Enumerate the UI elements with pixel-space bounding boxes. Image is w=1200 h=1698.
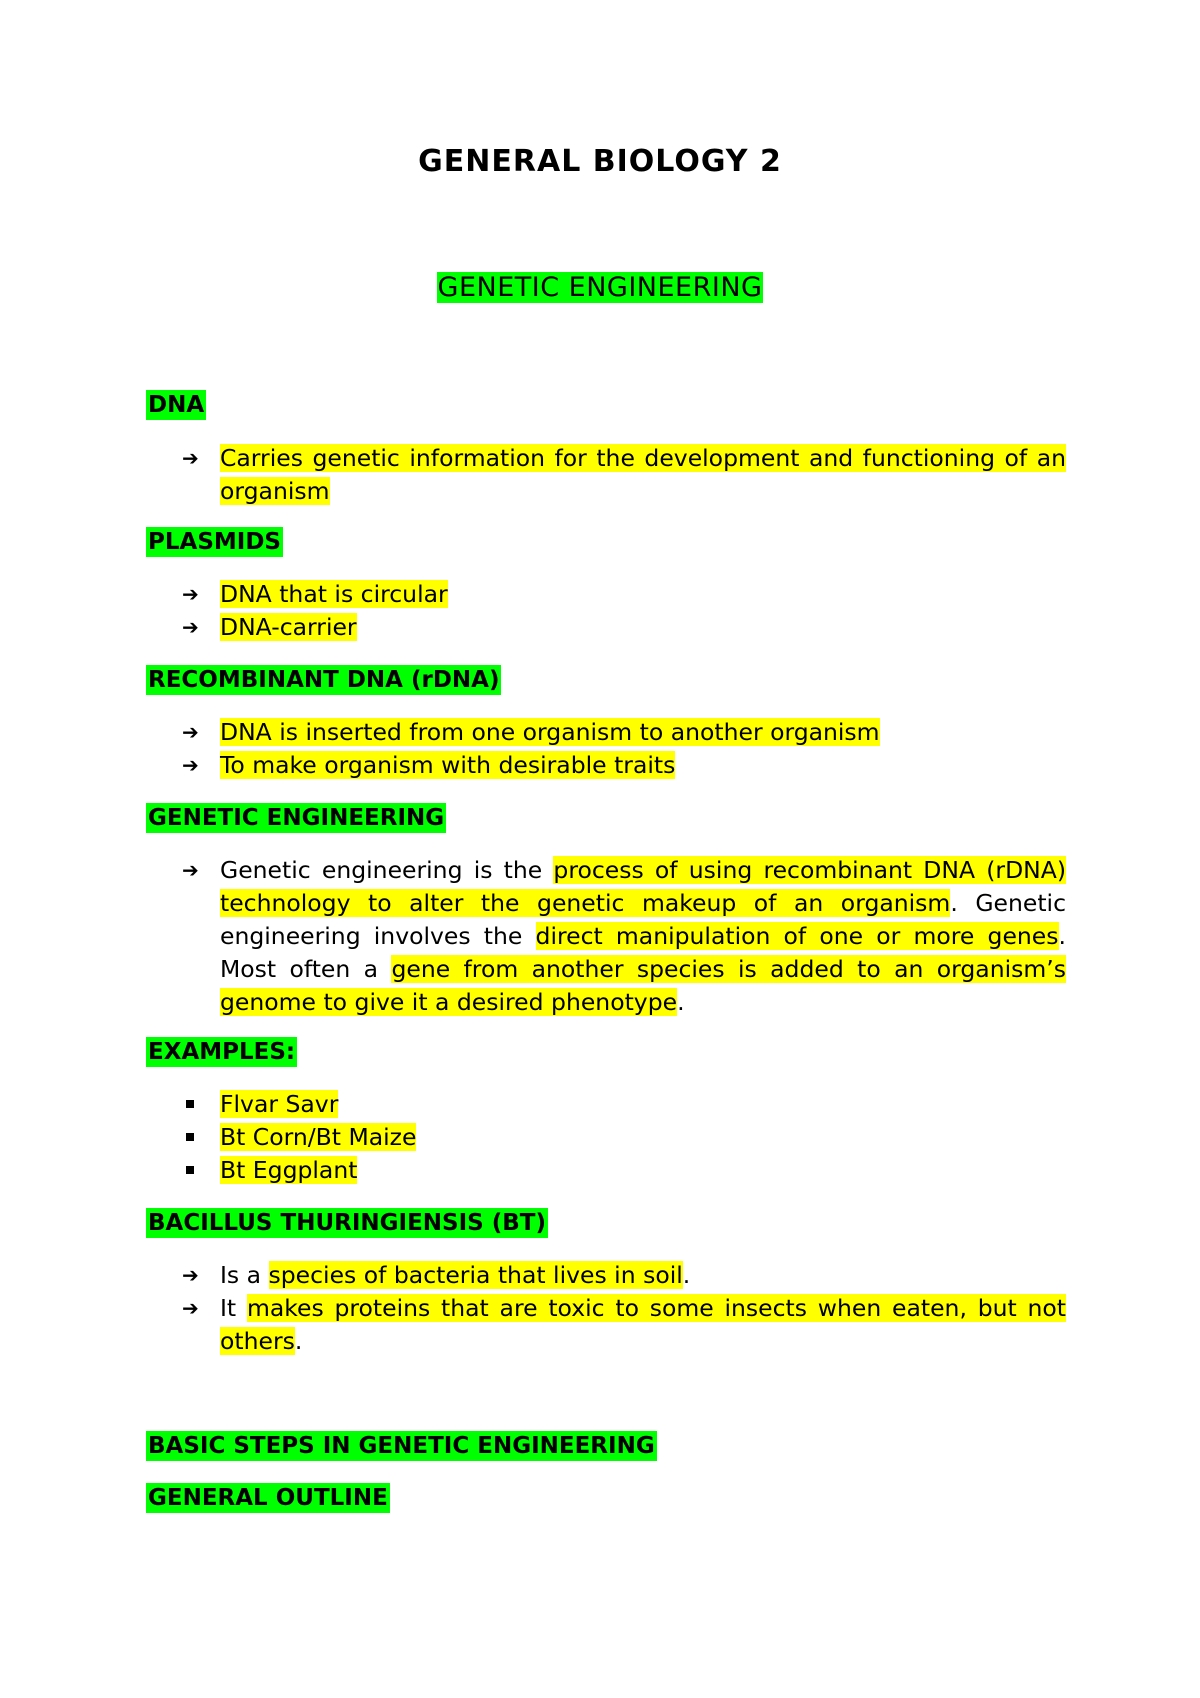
item-text: DNA-carrier — [220, 613, 357, 641]
arrow-icon: ➔ — [182, 1263, 199, 1287]
heading-steps-text: BASIC STEPS IN GENETIC ENGINEERING — [148, 1433, 655, 1459]
document-subtitle: GENETIC ENGINEERING — [437, 272, 763, 303]
list-item — [146, 749, 1066, 782]
item-text: DNA that is circular — [220, 580, 448, 608]
arrow-icon: ➔ — [182, 582, 199, 606]
heading-dna-text: DNA — [148, 392, 205, 418]
subtitle-wrap — [0, 272, 1200, 303]
list-plasmids — [146, 578, 1066, 644]
para-text: Genetic engineering is the — [220, 856, 554, 884]
heading-examples — [146, 1037, 297, 1067]
list-item — [146, 1292, 1066, 1358]
para-text: It — [220, 1294, 247, 1322]
arrow-icon: ➔ — [182, 858, 199, 882]
para-text: . Most often a — [220, 922, 1066, 983]
heading-general-outline — [146, 1483, 390, 1513]
arrow-icon: ➔ — [182, 720, 199, 744]
heading-plasmids — [146, 527, 283, 557]
list-item — [146, 1088, 1066, 1121]
item-text: Bt Eggplant — [220, 1156, 358, 1184]
item-text: Carries genetic information for the development and functioning of an organism — [220, 444, 1066, 505]
arrow-icon: ➔ — [182, 446, 199, 470]
para-text: . — [682, 1261, 691, 1289]
arrow-icon: ➔ — [182, 615, 199, 639]
item-text: Bt Corn/Bt Maize — [220, 1123, 417, 1151]
list-genetic-engineering — [146, 854, 1066, 1019]
heading-plasmids-text: PLASMIDS — [148, 529, 281, 555]
arrow-icon: ➔ — [182, 1296, 199, 1320]
list-item — [146, 442, 1066, 508]
arrow-icon: ➔ — [182, 753, 199, 777]
para-highlight: makes proteins that are toxic to some insects when eaten, but not others — [220, 1294, 1066, 1355]
para-text: . Genetic engineering involves the — [220, 889, 1067, 950]
square-bullet-icon — [186, 1100, 194, 1108]
list-dna — [146, 442, 1066, 508]
document-title: GENERAL BIOLOGY 2 — [418, 144, 782, 179]
list-bt — [146, 1259, 1066, 1358]
para-highlight: direct manipulation of one or more genes — [535, 922, 1059, 950]
list-item — [146, 716, 1066, 749]
heading-dna — [146, 390, 206, 420]
list-examples — [146, 1088, 1066, 1187]
heading-bt-text: BACILLUS THURINGIENSIS (BT) — [148, 1210, 546, 1236]
list-item — [146, 578, 1066, 611]
square-bullet-icon — [186, 1166, 194, 1174]
list-item — [146, 1154, 1066, 1187]
heading-rdna-text: RECOMBINANT DNA (rDNA) — [148, 667, 500, 693]
list-item — [146, 1259, 1066, 1292]
para-highlight: gene from another species is added to an organism’s genome to give it a desired phenotype — [220, 955, 1066, 1016]
item-text: DNA is inserted from one organism to another organism — [220, 718, 880, 746]
heading-outline-text: GENERAL OUTLINE — [148, 1485, 388, 1511]
list-rdna — [146, 716, 1066, 782]
list-item — [146, 611, 1066, 644]
square-bullet-icon — [186, 1133, 194, 1141]
heading-rdna — [146, 665, 501, 695]
para-highlight: species of bacteria that lives in soil — [268, 1261, 683, 1289]
para-text: Is a — [220, 1261, 269, 1289]
para-highlight: process of using recombinant DNA (rDNA) technology to alter the genetic makeup of an organism — [220, 856, 1066, 917]
list-item — [146, 1121, 1066, 1154]
para-text: . — [677, 988, 685, 1016]
item-text: To make organism with desirable traits — [220, 751, 676, 779]
list-item — [146, 854, 1066, 1019]
heading-basic-steps — [146, 1431, 657, 1461]
heading-examples-text: EXAMPLES: — [148, 1039, 296, 1065]
heading-ge-text: GENETIC ENGINEERING — [148, 805, 445, 831]
heading-bt — [146, 1208, 548, 1238]
item-text: Flvar Savr — [220, 1090, 339, 1118]
heading-genetic-engineering — [146, 803, 446, 833]
para-text: . — [294, 1327, 303, 1355]
